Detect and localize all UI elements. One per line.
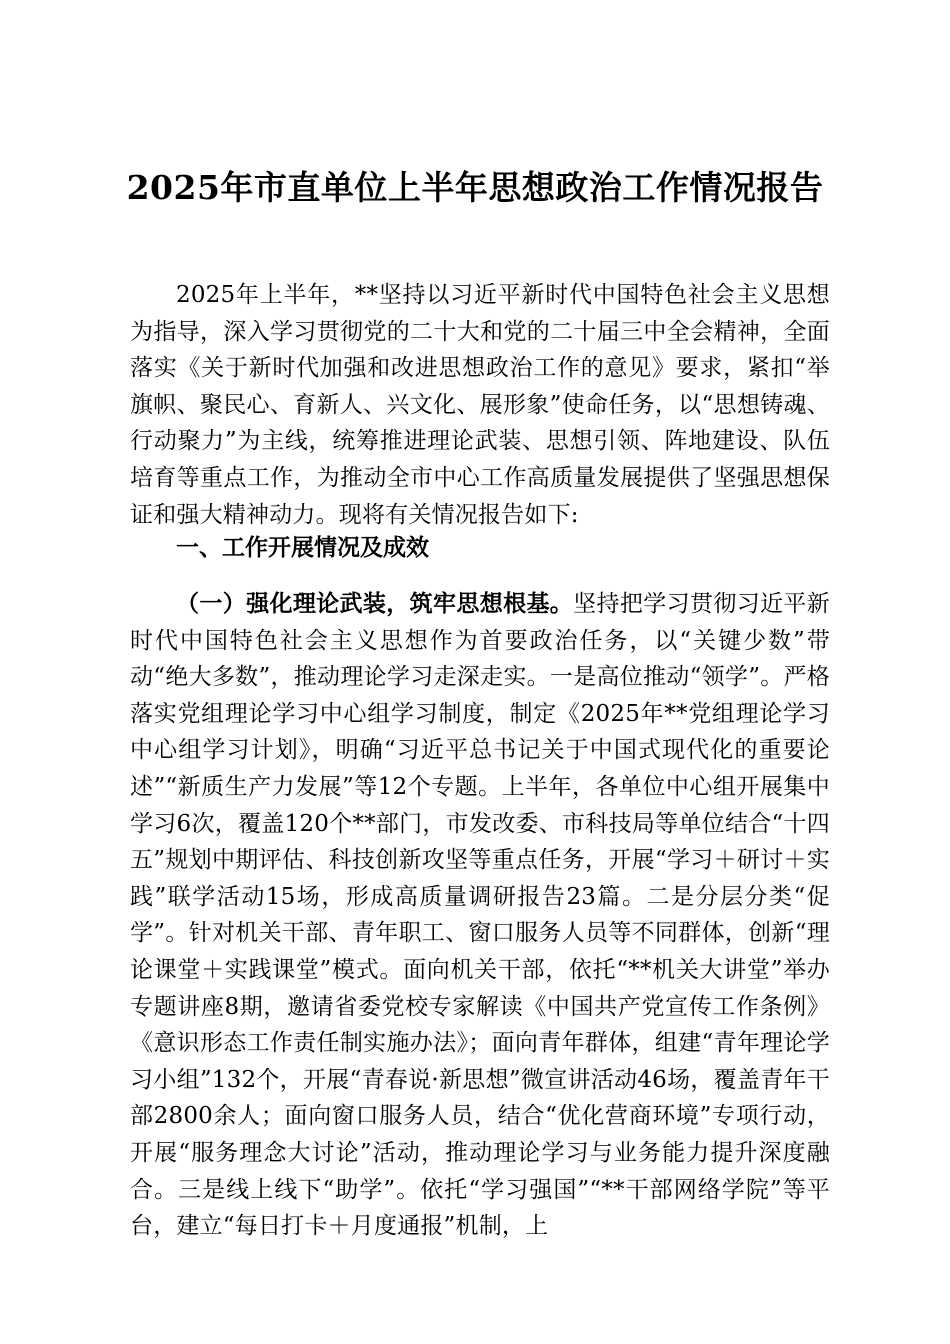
subsection-text: 坚持把学习贯彻习近平新时代中国特色社会主义思想作为首要政治任务，以“关键少数”带动“绝大多数”，推动理论学习走深走实。一是高位推动“领学”。严格落实党组理论学习中心组学习制度，制定《2025年**党组理论学习中心组学习计划》，明确“习近平总书记关于中国式现代化的重要论述”“新质生产力发展”等12个专题。上半年，各单位中心组开展集中学习6次，覆盖120个**部门，市发改委、市科技局等单位结合“十四五”规划中期评估、科技创新攻坚等重点任务，开展“学习＋研讨＋实践”联学活动15场，形成高质量调研报告23篇。二是分层分类“促学”。针对机关干部、青年职工、窗口服务人员等不同群体，创新“理论课堂＋实践课堂”模式。面向机关干部，依托“**机关大讲堂”举办专题讲座8期，邀请省委党校专家解读《中国共产党宣传工作条例》《意识形态工作责任制实施办法》；面向青年群体，组建“青年理论学习小组”132个，开展“青春说·新思想”微宣讲活动46场，覆盖青年干部2800余人；面向窗口服务人员，结合“优化营商环境”专项行动，开展“服务理念大讨论”活动，推动理论学习与业务能力提升深度融合。三是线上线下“助学”。依托“学习强国”“**干部网络学院”等平台，建立“每日打卡＋月度通报”机制，上	[130, 591, 830, 1240]
section-heading: 一、工作开展情况及成效	[176, 535, 429, 561]
subsection-heading: （一）强化理论武装，筑牢思想根基。	[176, 591, 574, 617]
section-paragraph	[130, 586, 830, 1245]
intro-paragraph: 2025年上半年，**坚持以习近平新时代中国特色社会主义思想为指导，深入学习贯彻党的二十大和党的二十届三中全会精神，全面落实《关于新时代加强和改进思想政治工作的意见》要求，紧扣“举旗帜、聚民心、育新人、兴文化、展形象”使命任务，以“思想铸魂、行动聚力”为主线，统筹推进理论武装、思想引领、阵地建设、队伍培育等重点工作，为推动全市中心工作高质量发展提供了坚强思想保证和强大精神动力。现将有关情况报告如下:	[130, 282, 830, 528]
document-title: 2025年市直单位上半年思想政治工作情况报告	[126, 168, 824, 207]
